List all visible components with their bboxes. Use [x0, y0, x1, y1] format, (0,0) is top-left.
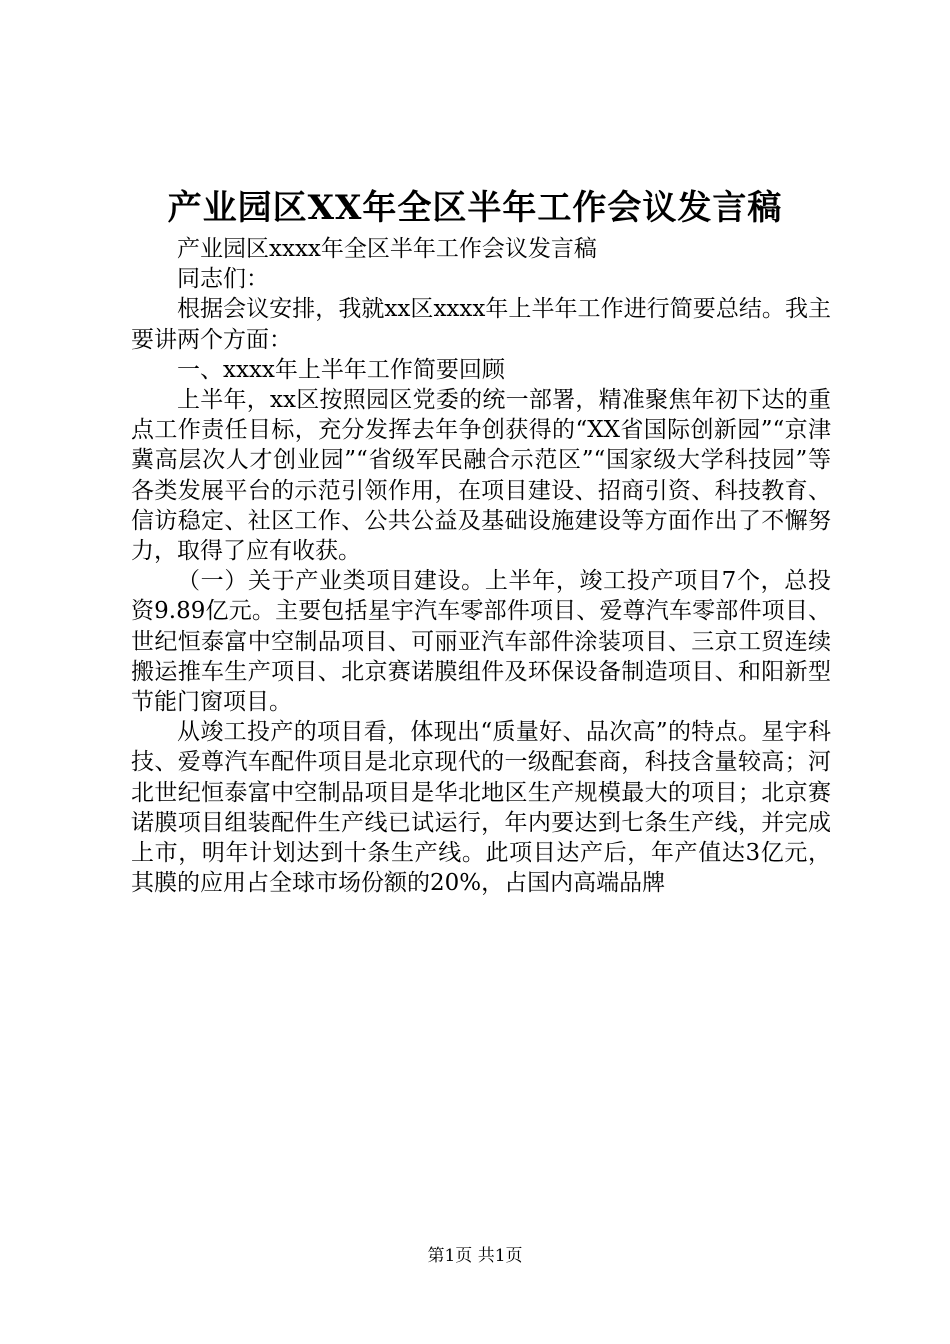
intro-paragraph: 根据会议安排，我就xx区xxxx年上半年工作进行简要总结。我主要讲两个方面：	[131, 296, 831, 353]
page-footer: 第1页 共1页	[427, 1246, 523, 1266]
salutation-paragraph: 同志们：	[177, 266, 269, 293]
body-paragraph: 上半年，xx区按照园区党委的统一部署，精准聚焦年初下达的重点工作责任目标，充分发挥去年争创获得的“XX省国际创新园”“京津冀高层次人才创业园”“省级军民融合示范区”“国家级大学科技园”等各类发展平台的示范引领作用，在项目建设、招商引资、科技教育、信访稳定、社区工作、公共公益及基础设施建设等方面作出了不懈努力，取得了应有收获。	[131, 387, 831, 565]
body-paragraph: （一）关于产业类项目建设。上半年，竣工投产项目7个，总投资9.89亿元。主要包括星宇汽车零部件项目、爱尊汽车零部件项目、世纪恒泰富中空制品项目、可丽亚汽车部件涂装项目、三京工贸连续搬运推车生产项目、北京赛诺膜组件及环保设备制造项目、和阳新型节能门窗项目。	[131, 568, 831, 716]
document-title: 产业园区XX年全区半年工作会议发言稿	[167, 188, 783, 228]
section-heading: 一、xxxx年上半年工作简要回顾	[177, 356, 505, 383]
subtitle-paragraph: 产业园区xxxx年全区半年工作会议发言稿	[177, 236, 597, 262]
body-paragraph: 从竣工投产的项目看，体现出“质量好、品次高”的特点。星宇科技、爱尊汽车配件项目是北京现代的一级配套商，科技含量较高；河北世纪恒泰富中空制品项目是华北地区生产规模最大的项目；北京赛诺膜项目组装配件生产线已试运行，年内要达到七条生产线，并完成上市，明年计划达到十条生产线。此项目达产后，年产值达3亿元，其膜的应用占全球市场份额的20%，占国内高端品牌	[131, 719, 831, 897]
document-body	[131, 234, 831, 898]
